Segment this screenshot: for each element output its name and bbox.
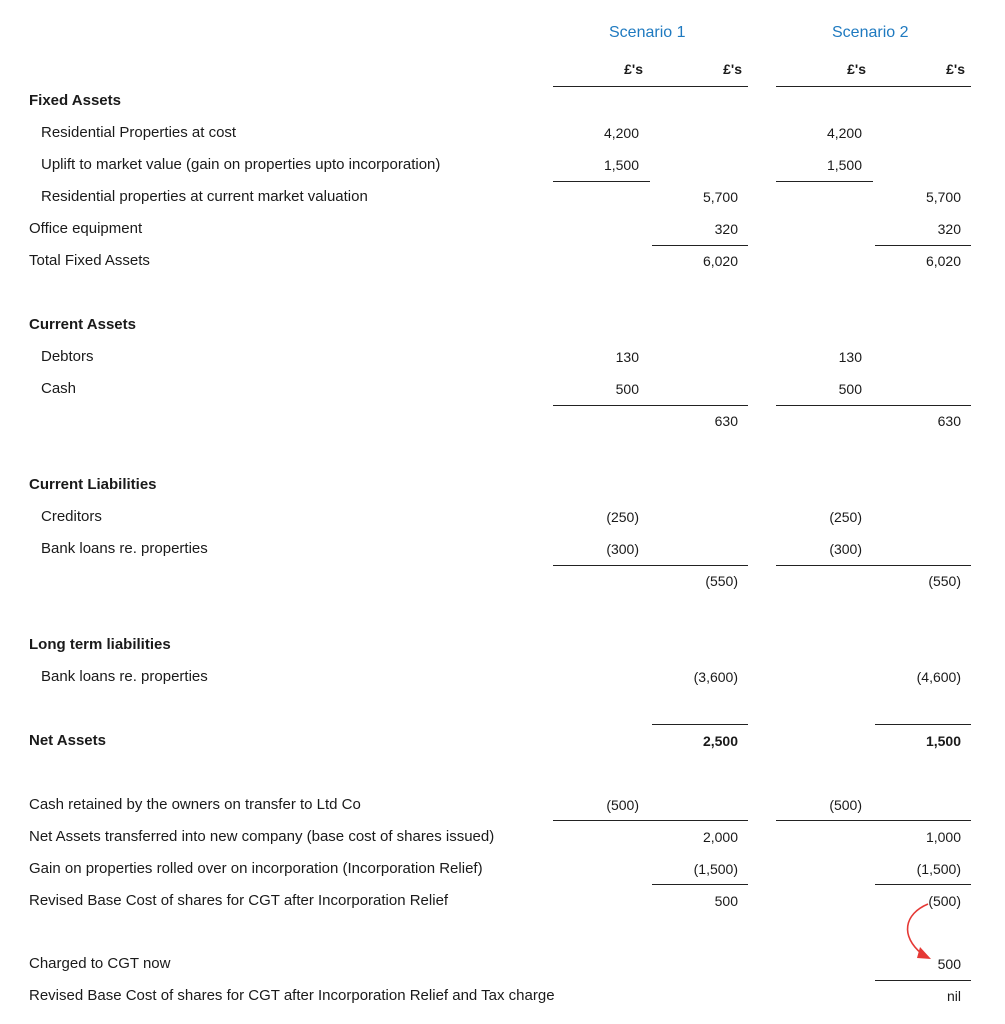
cell-ca-total-s1b: 630 <box>714 413 738 429</box>
row-label-total-fixed: Total Fixed Assets <box>29 252 150 269</box>
cell-uplift-s1a: 1,500 <box>603 157 639 173</box>
header-rule-s1 <box>553 86 748 87</box>
cell-office-s1b: 320 <box>714 221 738 237</box>
unit-label-s1a: £'s <box>624 61 643 77</box>
row-label-res-cost: Residential Properties at cost <box>41 124 237 141</box>
cell-res-cost-s1a: 4,200 <box>603 125 639 141</box>
row-label-res-market: Residential properties at current market valuation <box>41 188 368 205</box>
row-label-cash-retained: Cash retained by the owners on transfer to Ltd Co <box>29 796 361 813</box>
cell-ca-total-s2b: 630 <box>937 413 961 429</box>
rule-ca-s1 <box>553 405 748 406</box>
row-label-lt-liab: Long term liabilities <box>29 636 171 653</box>
scenario-1-header: Scenario 1 <box>609 24 686 41</box>
row-label-net-assets: Net Assets <box>29 732 106 749</box>
unit-label-s1b: £'s <box>723 61 742 77</box>
cell-cash-s1a: 500 <box>615 381 639 397</box>
rule-fixed-subtotal-s2 <box>776 181 873 182</box>
row-label-gain-rolled: Gain on properties rolled over on incorporation (Incorporation Relief) <box>29 860 483 877</box>
scenario-2-header: Scenario 2 <box>832 24 909 41</box>
rule-transfer-s1 <box>553 820 748 821</box>
cell-net-assets-s1b: 2,500 <box>702 733 738 749</box>
unit-label-s2a: £'s <box>847 61 866 77</box>
cell-charged-cgt-s2b: 500 <box>937 956 961 972</box>
rule-fixed-subtotal-s1 <box>553 181 650 182</box>
row-label-fixed-assets: Fixed Assets <box>29 92 121 109</box>
rule-cl-s2 <box>776 565 971 566</box>
row-label-debtors: Debtors <box>41 348 94 365</box>
cell-cash-retained-s1a: (500) <box>606 797 639 813</box>
row-label-charged-cgt: Charged to CGT now <box>29 955 171 972</box>
rule-net-s1 <box>652 724 748 725</box>
cell-res-cost-s2a: 4,200 <box>826 125 862 141</box>
rule-transfer-s2 <box>776 820 971 821</box>
cell-res-market-s1b: 5,700 <box>702 189 738 205</box>
cell-bank-loans-cl-s2a: (300) <box>829 541 862 557</box>
cell-cash-retained-s2a: (500) <box>829 797 862 813</box>
cell-bank-loans-cl-s1a: (300) <box>606 541 639 557</box>
cell-gain-rolled-s2b: (1,500) <box>916 861 961 877</box>
rule-ca-s2 <box>776 405 971 406</box>
cell-revised-base-s2b: (500) <box>928 893 961 909</box>
cell-bank-loans-lt-s1b: (3,600) <box>693 669 738 685</box>
row-label-net-transferred: Net Assets transferred into new company (base cost of shares issued) <box>29 828 495 845</box>
cell-creditors-s2a: (250) <box>829 509 862 525</box>
cell-net-assets-s2b: 1,500 <box>925 733 961 749</box>
row-label-cash: Cash <box>41 380 77 397</box>
row-label-revised-base-tax: Revised Base Cost of shares for CGT after Incorporation Relief and Tax charge <box>29 987 555 1004</box>
row-label-bank-loans-lt: Bank loans re. properties <box>41 668 208 685</box>
cell-cash-s2a: 500 <box>838 381 862 397</box>
cell-cl-total-s1b: (550) <box>705 573 738 589</box>
row-label-current-liab: Current Liabilities <box>29 476 157 493</box>
cell-creditors-s1a: (250) <box>606 509 639 525</box>
rule-fixed-total-s2 <box>875 245 971 246</box>
row-label-creditors: Creditors <box>41 508 102 525</box>
row-label-current-assets: Current Assets <box>29 316 136 333</box>
cell-total-fixed-s2b: 6,020 <box>925 253 961 269</box>
unit-label-s2b: £'s <box>946 61 965 77</box>
cell-total-fixed-s1b: 6,020 <box>702 253 738 269</box>
cell-revised-base-s1b: 500 <box>714 893 738 909</box>
header-rule-s2 <box>776 86 971 87</box>
cell-revised-base-tax-s2b: nil <box>946 988 961 1004</box>
cell-debtors-s1a: 130 <box>615 349 639 365</box>
cell-net-transferred-s1b: 2,000 <box>702 829 738 845</box>
cell-res-market-s2b: 5,700 <box>925 189 961 205</box>
rule-revised-s1 <box>652 884 748 885</box>
row-label-bank-loans-cl: Bank loans re. properties <box>41 540 208 557</box>
rule-cgt-s2 <box>875 980 971 981</box>
rule-revised-s2 <box>875 884 971 885</box>
curved-arrow-icon <box>898 900 958 970</box>
cell-uplift-s2a: 1,500 <box>826 157 862 173</box>
row-label-office: Office equipment <box>29 220 143 237</box>
cell-debtors-s2a: 130 <box>838 349 862 365</box>
rule-net-s2 <box>875 724 971 725</box>
cell-gain-rolled-s1b: (1,500) <box>693 861 738 877</box>
row-label-uplift: Uplift to market value (gain on properties upto incorporation) <box>41 156 441 173</box>
rule-cl-s1 <box>553 565 748 566</box>
cell-net-transferred-s2b: 1,000 <box>925 829 961 845</box>
rule-fixed-total-s1 <box>652 245 748 246</box>
cell-bank-loans-lt-s2b: (4,600) <box>916 669 961 685</box>
cell-cl-total-s2b: (550) <box>928 573 961 589</box>
row-label-revised-base: Revised Base Cost of shares for CGT after Incorporation Relief <box>29 892 449 909</box>
cell-office-s2b: 320 <box>937 221 961 237</box>
